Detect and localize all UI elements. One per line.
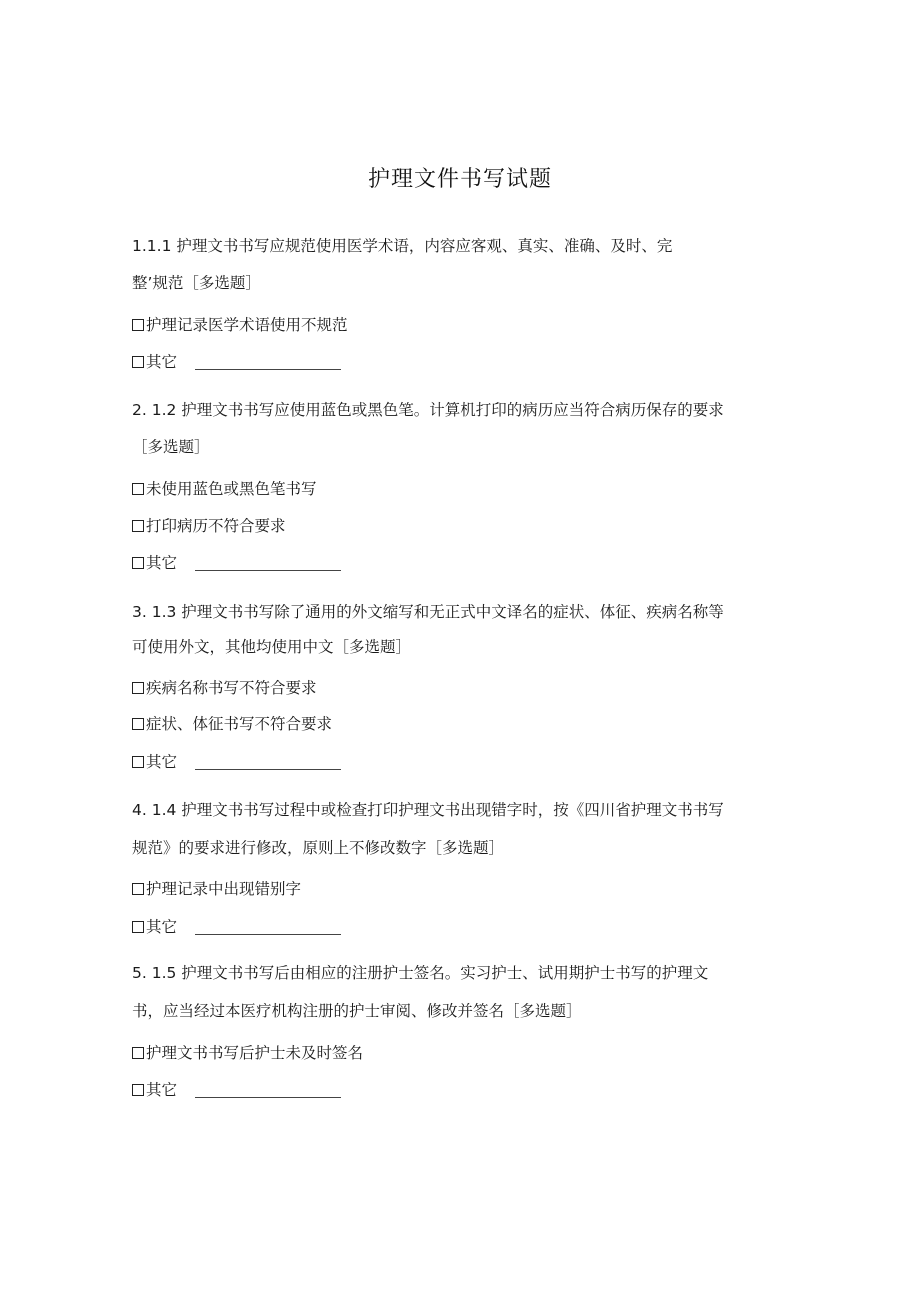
checkbox-icon[interactable] — [132, 921, 144, 933]
option-label: 其它 — [146, 353, 178, 371]
checkbox-icon[interactable] — [132, 319, 144, 331]
question-1-text-line-1: 1.1.1 护理文书书写应规范使用医学术语，内容应客观、真实、准确、及时、完 — [132, 237, 673, 255]
other-input-field[interactable] — [195, 920, 341, 935]
question-1-option-other[interactable] — [132, 352, 341, 372]
option-label: 其它 — [146, 918, 178, 936]
question-2-option-2[interactable] — [132, 516, 286, 536]
page-title: 护理文件书写试题 — [367, 167, 552, 192]
question-5-option-other[interactable] — [132, 1080, 341, 1100]
option-label: 疾病名称书写不符合要求 — [146, 679, 317, 697]
checkbox-icon[interactable] — [132, 356, 144, 368]
option-label: 打印病历不符合要求 — [146, 517, 286, 535]
question-5-option-1[interactable] — [132, 1043, 363, 1063]
option-label: 护理记录中出现错别字 — [146, 880, 302, 898]
checkbox-icon[interactable] — [132, 883, 144, 895]
option-label: 症状、体征书写不符合要求 — [146, 715, 333, 733]
checkbox-icon[interactable] — [132, 682, 144, 694]
other-input-field[interactable] — [195, 755, 341, 770]
checkbox-icon[interactable] — [132, 756, 144, 768]
option-label: 护理记录医学术语使用不规范 — [146, 316, 348, 334]
checkbox-icon[interactable] — [132, 1047, 144, 1059]
question-3-option-other[interactable] — [132, 752, 341, 772]
option-label: 未使用蓝色或黑色笔书写 — [146, 480, 317, 498]
checkbox-icon[interactable] — [132, 718, 144, 730]
question-5-text-line-1: 5. 1.5 护理文书书写后由相应的注册护士签名。实习护士、试用期护士书写的护理文 — [132, 964, 709, 982]
question-1-text-line-2: 整’规范［多选题］ — [132, 274, 261, 292]
question-3-option-2[interactable] — [132, 714, 332, 734]
question-4-text-line-2: 规范》的要求进行修改，原则上不修改数字［多选题］ — [132, 839, 505, 857]
question-4-text-line-1: 4. 1.4 护理文书书写过程中或检查打印护理文书出现错字时，按《四川省护理文书书写 — [132, 801, 724, 819]
question-4-option-1[interactable] — [132, 879, 301, 899]
question-1-option-1[interactable] — [132, 315, 348, 335]
option-label: 其它 — [146, 1081, 178, 1099]
question-2-option-1[interactable] — [132, 479, 317, 499]
option-label: 护理文书书写后护士未及时签名 — [146, 1044, 364, 1062]
other-input-field[interactable] — [195, 355, 341, 370]
question-5-text-line-2: 书，应当经过本医疗机构注册的护士审阅、修改并签名［多选题］ — [132, 1002, 582, 1020]
question-3-text-line-1: 3. 1.3 护理文书书写除了通用的外文缩写和无正式中文译名的症状、体征、疾病名称等 — [132, 603, 724, 621]
other-input-field[interactable] — [195, 556, 341, 571]
option-label: 其它 — [146, 753, 178, 771]
checkbox-icon[interactable] — [132, 520, 144, 532]
checkbox-icon[interactable] — [132, 557, 144, 569]
question-2-text-line-2: ［多选题］ — [132, 438, 210, 456]
checkbox-icon[interactable] — [132, 483, 144, 495]
question-2-text-line-1: 2. 1.2 护理文书书写应使用蓝色或黑色笔。计算机打印的病历应当符合病历保存的要求 — [132, 401, 724, 419]
option-label: 其它 — [146, 554, 178, 572]
question-3-text-line-2: 可使用外文，其他均使用中文［多选题］ — [132, 638, 412, 656]
question-2-option-other[interactable] — [132, 553, 341, 573]
checkbox-icon[interactable] — [132, 1084, 144, 1096]
question-4-option-other[interactable] — [132, 917, 341, 937]
question-3-option-1[interactable] — [132, 678, 317, 698]
other-input-field[interactable] — [195, 1083, 341, 1098]
